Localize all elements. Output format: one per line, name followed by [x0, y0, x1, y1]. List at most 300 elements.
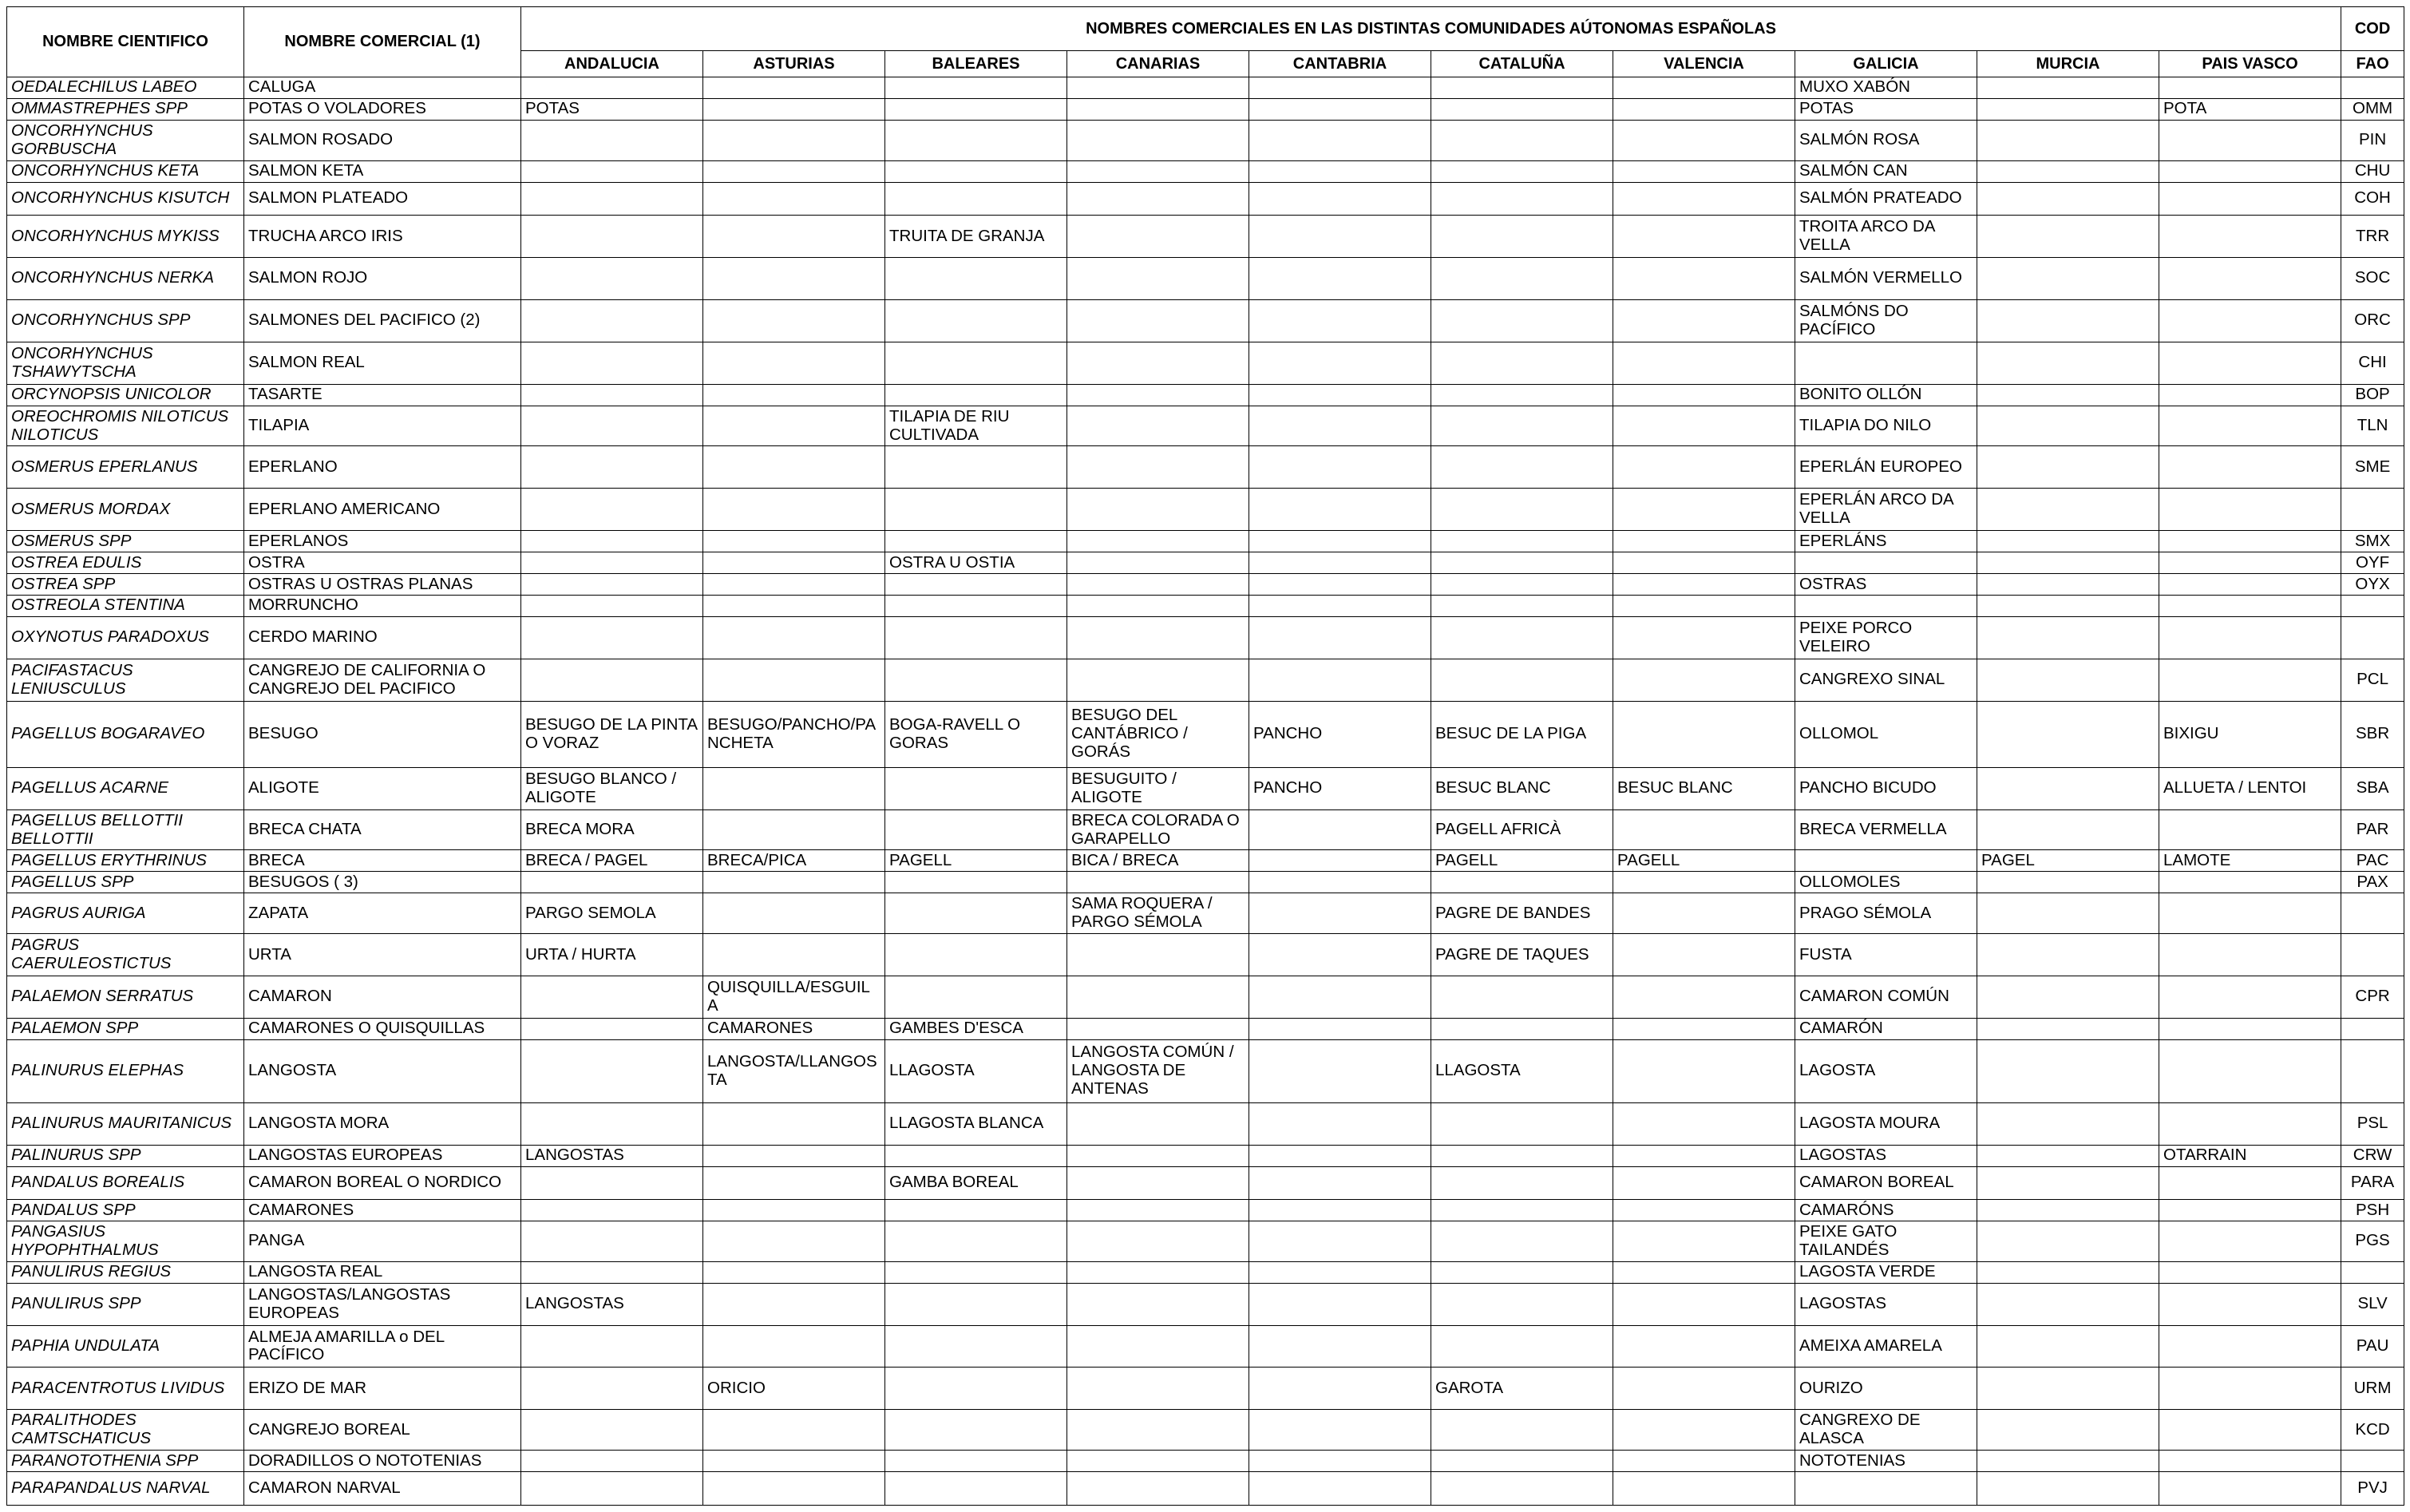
header-region-cataluña: CATALUÑA	[1431, 51, 1613, 77]
scientific-name-cell: OREOCHROMIS NILOTICUS NILOTICUS	[7, 406, 244, 446]
regional-name-cell	[885, 531, 1067, 552]
table-row	[7, 1102, 2404, 1145]
fao-code-cell	[2341, 1018, 2404, 1039]
regional-name-cell	[2159, 182, 2341, 216]
regional-name-cell: QUISQUILLA/ESGUILA	[703, 976, 885, 1018]
fao-code-cell: CHI	[2341, 342, 2404, 384]
regional-name-cell: SALMÓNS DO PACÍFICO	[1795, 299, 1977, 342]
regional-name-cell	[885, 120, 1067, 160]
regional-name-cell: LAGOSTAS	[1795, 1283, 1977, 1325]
fao-code-cell: SME	[2341, 446, 2404, 489]
scientific-name-cell: PAGELLUS SPP	[7, 872, 244, 893]
regional-name-cell	[1977, 1451, 2159, 1472]
regional-name-cell	[1613, 701, 1795, 767]
regional-name-cell	[1613, 893, 1795, 934]
scientific-name-cell: ONCORHYNCHUS SPP	[7, 299, 244, 342]
regional-name-cell	[1977, 446, 2159, 489]
regional-name-cell: GAMBES D'ESCA	[885, 1018, 1067, 1039]
regional-name-cell	[2159, 1410, 2341, 1451]
regional-name-cell: URTA / HURTA	[521, 934, 703, 976]
regional-name-cell	[1431, 1166, 1613, 1200]
regional-name-cell	[1613, 1410, 1795, 1451]
regional-name-cell: BESUGO DE LA PINTA O VORAZ	[521, 701, 703, 767]
fao-code-cell: PAR	[2341, 809, 2404, 850]
regional-name-cell	[885, 77, 1067, 99]
regional-name-cell	[1613, 552, 1795, 574]
regional-name-cell: LLAGOSTA BLANCA	[885, 1102, 1067, 1145]
regional-name-cell	[885, 595, 1067, 616]
regional-name-cell	[1795, 342, 1977, 384]
commercial-name-cell: EPERLANO	[244, 446, 521, 489]
regional-name-cell	[1977, 1283, 2159, 1325]
fao-code-cell: OYF	[2341, 552, 2404, 574]
scientific-name-cell: ORCYNOPSIS UNICOLOR	[7, 384, 244, 406]
regional-name-cell	[1249, 257, 1431, 299]
commercial-name-cell: BRECA CHATA	[244, 809, 521, 850]
regional-name-cell	[1795, 1472, 1977, 1506]
table-row	[7, 850, 2404, 872]
regional-name-cell: TILAPIA DO NILO	[1795, 406, 1977, 446]
regional-name-cell	[1613, 489, 1795, 531]
scientific-name-cell: PANGASIUS HYPOPHTHALMUS	[7, 1221, 244, 1261]
regional-name-cell	[1067, 1451, 1249, 1472]
regional-name-cell	[1249, 934, 1431, 976]
regional-name-cell	[1067, 872, 1249, 893]
regional-name-cell	[521, 659, 703, 701]
commercial-name-cell: BESUGO	[244, 701, 521, 767]
regional-name-cell	[1249, 616, 1431, 659]
regional-name-cell	[885, 1283, 1067, 1325]
table-row	[7, 1325, 2404, 1368]
regional-name-cell	[1067, 299, 1249, 342]
regional-name-cell	[1249, 1472, 1431, 1506]
regional-name-cell	[521, 1410, 703, 1451]
regional-name-cell	[2159, 976, 2341, 1018]
fao-code-cell: TRR	[2341, 216, 2404, 258]
commercial-name-cell: CANGREJO DE CALIFORNIA O CANGREJO DEL PACIFICO	[244, 659, 521, 701]
regional-name-cell	[1613, 976, 1795, 1018]
regional-name-cell	[2159, 1221, 2341, 1261]
regional-name-cell	[1977, 1325, 2159, 1368]
scientific-name-cell: PAGRUS CAERULEOSTICTUS	[7, 934, 244, 976]
regional-name-cell	[703, 160, 885, 182]
regional-name-cell	[703, 98, 885, 120]
regional-name-cell	[1431, 77, 1613, 99]
regional-name-cell	[521, 216, 703, 258]
regional-name-cell	[1613, 1283, 1795, 1325]
regional-name-cell	[1977, 616, 2159, 659]
regional-name-cell: PARGO SEMOLA	[521, 893, 703, 934]
scientific-name-cell: ONCORHYNCHUS NERKA	[7, 257, 244, 299]
regional-name-cell	[1431, 182, 1613, 216]
regional-name-cell	[1977, 552, 2159, 574]
regional-name-cell	[1067, 934, 1249, 976]
regional-name-cell	[2159, 1451, 2341, 1472]
commercial-name-cell: CAMARONES	[244, 1200, 521, 1221]
fao-code-cell: PVJ	[2341, 1472, 2404, 1506]
regional-name-cell	[1977, 257, 2159, 299]
scientific-name-cell: PALAEMON SPP	[7, 1018, 244, 1039]
scientific-name-cell: OSTREA EDULIS	[7, 552, 244, 574]
regional-name-cell	[703, 342, 885, 384]
table-row	[7, 1410, 2404, 1451]
commercial-name-cell: LANGOSTAS/LANGOSTAS EUROPEAS	[244, 1283, 521, 1325]
regional-name-cell	[885, 299, 1067, 342]
regional-name-cell	[1067, 257, 1249, 299]
scientific-name-cell: PAGRUS AURIGA	[7, 893, 244, 934]
regional-name-cell	[1977, 531, 2159, 552]
regional-name-cell	[1249, 98, 1431, 120]
regional-name-cell	[1977, 489, 2159, 531]
scientific-name-cell: OXYNOTUS PARADOXUS	[7, 616, 244, 659]
regional-name-cell	[1431, 1261, 1613, 1283]
regional-name-cell	[885, 182, 1067, 216]
regional-name-cell	[885, 893, 1067, 934]
regional-name-cell	[1249, 446, 1431, 489]
table-row	[7, 98, 2404, 120]
regional-name-cell	[1067, 595, 1249, 616]
regional-name-cell: BESUC BLANC	[1613, 767, 1795, 809]
regional-name-cell	[703, 1200, 885, 1221]
table-row	[7, 1261, 2404, 1283]
regional-name-cell	[885, 616, 1067, 659]
commercial-name-cell: SALMON REAL	[244, 342, 521, 384]
regional-name-cell	[885, 976, 1067, 1018]
regional-name-cell: OURIZO	[1795, 1368, 1977, 1410]
regional-name-cell	[2159, 1039, 2341, 1102]
regional-name-cell	[1795, 595, 1977, 616]
fao-code-cell: PSH	[2341, 1200, 2404, 1221]
scientific-name-cell: PANDALUS BOREALIS	[7, 1166, 244, 1200]
regional-name-cell	[1977, 120, 2159, 160]
fao-code-cell: PGS	[2341, 1221, 2404, 1261]
regional-name-cell	[703, 934, 885, 976]
regional-name-cell	[1249, 342, 1431, 384]
regional-name-cell: BESUC BLANC	[1431, 767, 1613, 809]
regional-name-cell	[1613, 872, 1795, 893]
regional-name-cell	[885, 1325, 1067, 1368]
fao-code-cell: BOP	[2341, 384, 2404, 406]
regional-name-cell	[1067, 446, 1249, 489]
regional-name-cell	[1431, 489, 1613, 531]
regional-name-cell	[521, 77, 703, 99]
regional-name-cell: CAMARON COMÚN	[1795, 976, 1977, 1018]
fao-code-cell: KCD	[2341, 1410, 2404, 1451]
regional-name-cell: PAGRE DE BANDES	[1431, 893, 1613, 934]
header-scientific-name: NOMBRE CIENTIFICO	[7, 7, 244, 77]
table-row	[7, 1200, 2404, 1221]
regional-name-cell	[1067, 552, 1249, 574]
regional-name-cell	[521, 489, 703, 531]
regional-name-cell: BESUGO/PANCHO/PANCHETA	[703, 701, 885, 767]
regional-name-cell	[1249, 1200, 1431, 1221]
table-row	[7, 182, 2404, 216]
scientific-name-cell: PALINURUS MAURITANICUS	[7, 1102, 244, 1145]
regional-name-cell	[1431, 406, 1613, 446]
regional-name-cell	[1067, 1221, 1249, 1261]
regional-name-cell	[1977, 1410, 2159, 1451]
regional-name-cell	[1249, 160, 1431, 182]
regional-name-cell	[885, 1410, 1067, 1451]
regional-name-cell	[885, 767, 1067, 809]
scientific-name-cell: PAGELLUS ERYTHRINUS	[7, 850, 244, 872]
regional-name-cell	[1977, 1200, 2159, 1221]
regional-name-cell	[521, 976, 703, 1018]
table-row	[7, 257, 2404, 299]
regional-name-cell	[2159, 1325, 2341, 1368]
commercial-name-cell: TILAPIA	[244, 406, 521, 446]
regional-name-cell	[703, 893, 885, 934]
regional-name-cell	[1431, 552, 1613, 574]
regional-name-cell: BESUGO BLANCO / ALIGOTE	[521, 767, 703, 809]
commercial-name-cell: SALMON PLATEADO	[244, 182, 521, 216]
regional-name-cell	[1067, 406, 1249, 446]
header-region-pais-vasco: PAIS VASCO	[2159, 51, 2341, 77]
scientific-name-cell: PALINURUS SPP	[7, 1145, 244, 1166]
regional-name-cell	[1977, 1145, 2159, 1166]
regional-name-cell: BESUGUITO / ALIGOTE	[1067, 767, 1249, 809]
regional-name-cell	[2159, 809, 2341, 850]
regional-name-cell	[521, 384, 703, 406]
regional-name-cell	[1613, 120, 1795, 160]
commercial-name-cell: CAMARON BOREAL O NORDICO	[244, 1166, 521, 1200]
regional-name-cell	[521, 446, 703, 489]
regional-name-cell	[885, 872, 1067, 893]
regional-name-cell	[1067, 616, 1249, 659]
regional-name-cell	[703, 1472, 885, 1506]
regional-name-cell: FUSTA	[1795, 934, 1977, 976]
regional-name-cell	[1977, 1221, 2159, 1261]
scientific-name-cell: OMMASTREPHES SPP	[7, 98, 244, 120]
table-row	[7, 659, 2404, 701]
header-region-canarias: CANARIAS	[1067, 51, 1249, 77]
regional-name-cell	[1977, 934, 2159, 976]
regional-name-cell	[1067, 1102, 1249, 1145]
regional-name-cell	[521, 531, 703, 552]
regional-name-cell	[703, 1261, 885, 1283]
regional-name-cell	[1249, 1368, 1431, 1410]
commercial-name-cell: CAMARON NARVAL	[244, 1472, 521, 1506]
regional-name-cell	[1977, 701, 2159, 767]
commercial-name-cell: LANGOSTA REAL	[244, 1261, 521, 1283]
regional-name-cell	[1249, 120, 1431, 160]
regional-name-cell	[521, 160, 703, 182]
header-region-cantabria: CANTABRIA	[1249, 51, 1431, 77]
regional-name-cell	[1431, 1200, 1613, 1221]
fao-code-cell: PCL	[2341, 659, 2404, 701]
regional-name-cell	[1249, 1410, 1431, 1451]
regional-name-cell	[1977, 1166, 2159, 1200]
fao-code-cell: SOC	[2341, 257, 2404, 299]
regional-name-cell: BRECA / PAGEL	[521, 850, 703, 872]
table-row	[7, 299, 2404, 342]
commercial-name-cell: SALMON ROJO	[244, 257, 521, 299]
regional-name-cell	[1977, 299, 2159, 342]
regional-name-cell: POTAS	[1795, 98, 1977, 120]
regional-name-cell	[2159, 934, 2341, 976]
regional-name-cell	[885, 384, 1067, 406]
regional-name-cell: LANGOSTAS	[521, 1145, 703, 1166]
regional-name-cell	[1977, 1368, 2159, 1410]
regional-name-cell: POTA	[2159, 98, 2341, 120]
table-row	[7, 446, 2404, 489]
regional-name-cell: PAGELL	[1613, 850, 1795, 872]
commercial-name-cell: POTAS O VOLADORES	[244, 98, 521, 120]
commercial-name-cell: CALUGA	[244, 77, 521, 99]
header-region-baleares: BALEARES	[885, 51, 1067, 77]
regional-name-cell	[1067, 976, 1249, 1018]
regional-name-cell: LANGOSTA/LLANGOSTA	[703, 1039, 885, 1102]
regional-name-cell	[521, 552, 703, 574]
fao-code-cell: OMM	[2341, 98, 2404, 120]
fao-code-cell	[2341, 934, 2404, 976]
regional-name-cell	[1431, 384, 1613, 406]
regional-name-cell	[703, 489, 885, 531]
regional-name-cell	[521, 1451, 703, 1472]
regional-name-cell: PAGELL	[885, 850, 1067, 872]
scientific-name-cell: PANULIRUS REGIUS	[7, 1261, 244, 1283]
fao-code-cell	[2341, 489, 2404, 531]
regional-name-cell	[1431, 1018, 1613, 1039]
regional-name-cell: BRECA MORA	[521, 809, 703, 850]
regional-name-cell	[1249, 1221, 1431, 1261]
regional-name-cell	[1249, 595, 1431, 616]
regional-name-cell	[1067, 1368, 1249, 1410]
table-row	[7, 934, 2404, 976]
table-row	[7, 531, 2404, 552]
commercial-name-cell: URTA	[244, 934, 521, 976]
scientific-name-cell: ONCORHYNCHUS GORBUSCHA	[7, 120, 244, 160]
regional-name-cell	[2159, 893, 2341, 934]
table-row	[7, 384, 2404, 406]
fao-code-cell: SBA	[2341, 767, 2404, 809]
regional-name-cell	[521, 1039, 703, 1102]
regional-name-cell	[703, 1102, 885, 1145]
regional-name-cell	[2159, 1200, 2341, 1221]
regional-name-cell	[1977, 595, 2159, 616]
regional-name-cell: CAMARONES	[703, 1018, 885, 1039]
regional-name-cell	[1977, 893, 2159, 934]
regional-name-cell: SALMÓN CAN	[1795, 160, 1977, 182]
scientific-name-cell: PACIFASTACUS LENIUSCULUS	[7, 659, 244, 701]
fao-code-cell	[2341, 893, 2404, 934]
regional-name-cell	[1977, 659, 2159, 701]
fao-code-cell: ORC	[2341, 299, 2404, 342]
header-cod: COD	[2341, 7, 2404, 51]
regional-name-cell	[1613, 531, 1795, 552]
regional-name-cell: OLLOMOL	[1795, 701, 1977, 767]
regional-name-cell	[885, 574, 1067, 596]
regional-name-cell	[1613, 1368, 1795, 1410]
regional-name-cell	[885, 257, 1067, 299]
regional-name-cell: PANCHO BICUDO	[1795, 767, 1977, 809]
regional-name-cell	[1249, 182, 1431, 216]
commercial-name-cell: OSTRA	[244, 552, 521, 574]
regional-name-cell	[1249, 893, 1431, 934]
regional-name-cell	[1067, 1410, 1249, 1451]
regional-name-cell	[1977, 1472, 2159, 1506]
regional-name-cell	[1249, 406, 1431, 446]
table-row	[7, 893, 2404, 934]
regional-name-cell	[1977, 98, 2159, 120]
regional-name-cell	[2159, 531, 2341, 552]
regional-name-cell	[1613, 160, 1795, 182]
regional-name-cell	[885, 934, 1067, 976]
regional-name-cell	[2159, 659, 2341, 701]
commercial-name-cell: LANGOSTAS EUROPEAS	[244, 1145, 521, 1166]
commercial-name-cell: DORADILLOS O NOTOTENIAS	[244, 1451, 521, 1472]
regional-name-cell	[703, 531, 885, 552]
regional-name-cell: TRUITA DE GRANJA	[885, 216, 1067, 258]
regional-name-cell	[1249, 850, 1431, 872]
table-row	[7, 216, 2404, 258]
fao-code-cell: CPR	[2341, 976, 2404, 1018]
regional-name-cell	[885, 342, 1067, 384]
regional-name-cell	[703, 809, 885, 850]
commercial-name-cell: CAMARONES O QUISQUILLAS	[244, 1018, 521, 1039]
commercial-name-cell: SALMONES DEL PACIFICO (2)	[244, 299, 521, 342]
fao-code-cell: COH	[2341, 182, 2404, 216]
regional-name-cell	[1977, 1261, 2159, 1283]
regional-name-cell	[703, 182, 885, 216]
regional-name-cell: LAGOSTA	[1795, 1039, 1977, 1102]
regional-name-cell	[1249, 1283, 1431, 1325]
regional-name-cell: PANCHO	[1249, 701, 1431, 767]
regional-name-cell	[1249, 574, 1431, 596]
fao-code-cell	[2341, 616, 2404, 659]
commercial-name-cell: LANGOSTA	[244, 1039, 521, 1102]
regional-name-cell: SALMÓN PRATEADO	[1795, 182, 1977, 216]
regional-name-cell: LANGOSTA COMÚN / LANGOSTA DE ANTENAS	[1067, 1039, 1249, 1102]
regional-name-cell	[2159, 406, 2341, 446]
regional-name-cell	[521, 1261, 703, 1283]
regional-name-cell	[2159, 160, 2341, 182]
regional-name-cell	[885, 1221, 1067, 1261]
table-row	[7, 767, 2404, 809]
fao-code-cell: OYX	[2341, 574, 2404, 596]
regional-name-cell	[885, 446, 1067, 489]
table-row	[7, 1472, 2404, 1506]
regional-name-cell	[1249, 1261, 1431, 1283]
regional-name-cell	[1067, 531, 1249, 552]
fao-code-cell	[2341, 1451, 2404, 1472]
regional-name-cell	[703, 1283, 885, 1325]
regional-name-cell	[1795, 850, 1977, 872]
regional-name-cell	[1249, 299, 1431, 342]
regional-name-cell	[1249, 872, 1431, 893]
regional-name-cell: OSTRA U OSTIA	[885, 552, 1067, 574]
fao-code-cell: SLV	[2341, 1283, 2404, 1325]
regional-name-cell	[2159, 552, 2341, 574]
regional-name-cell	[703, 299, 885, 342]
regional-name-cell	[703, 616, 885, 659]
regional-name-cell	[2159, 574, 2341, 596]
regional-name-cell	[703, 446, 885, 489]
regional-name-cell	[1067, 98, 1249, 120]
regional-name-cell	[1249, 1039, 1431, 1102]
regional-name-cell: EPERLÁNS	[1795, 531, 1977, 552]
regional-name-cell	[1431, 574, 1613, 596]
regional-name-cell: LLAGOSTA	[1431, 1039, 1613, 1102]
regional-name-cell	[2159, 342, 2341, 384]
regional-name-cell	[521, 1018, 703, 1039]
fao-code-cell: PAC	[2341, 850, 2404, 872]
regional-name-cell	[1977, 77, 2159, 99]
regional-name-cell	[703, 1221, 885, 1261]
regional-name-cell	[1249, 1325, 1431, 1368]
fao-code-cell: PARA	[2341, 1166, 2404, 1200]
regional-name-cell	[703, 872, 885, 893]
